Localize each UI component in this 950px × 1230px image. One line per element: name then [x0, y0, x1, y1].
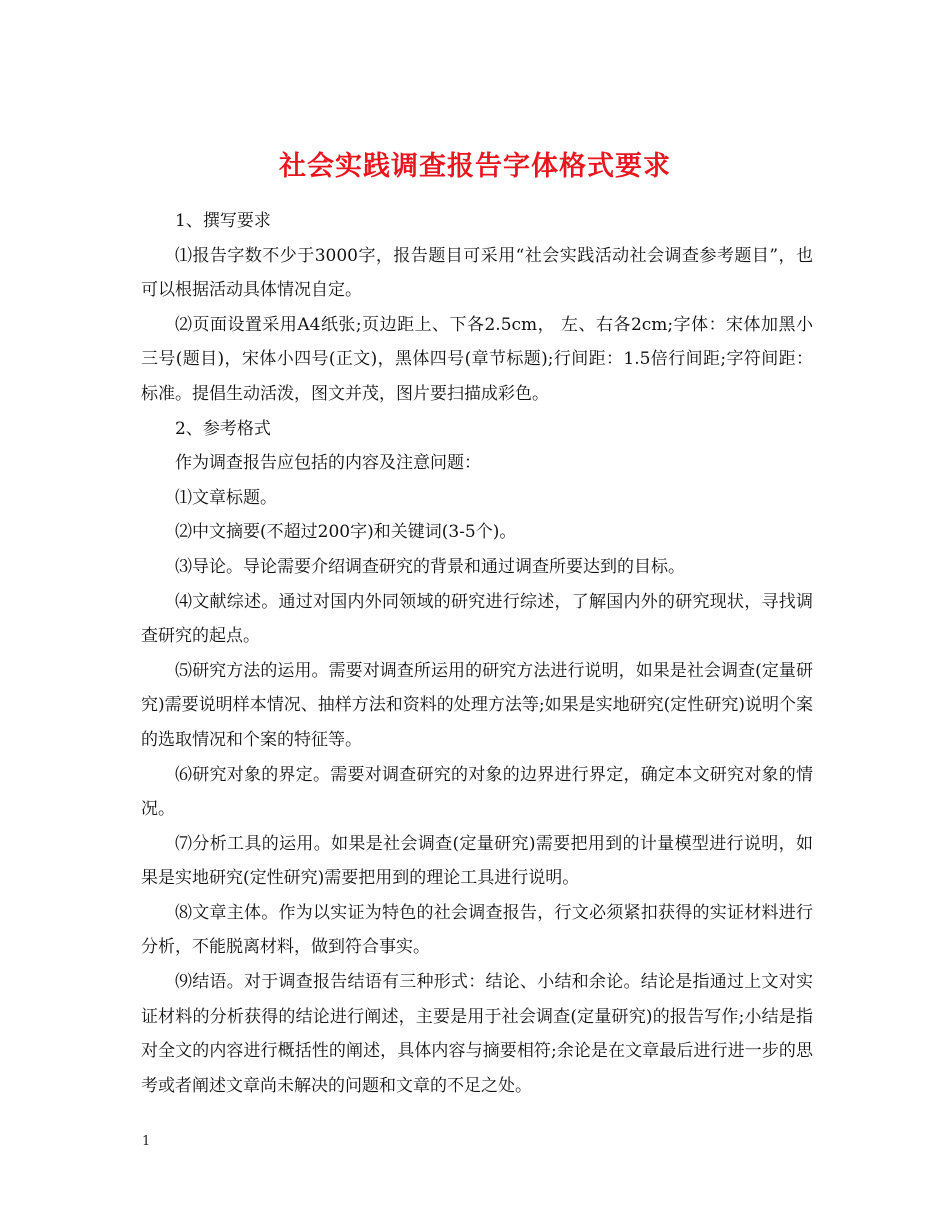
list-item-introduction: ⑶导论。导论需要介绍调查研究的背景和通过调查所要达到的目标。 [175, 556, 685, 577]
list-item-main-body: ⑻文章主体。作为以实证为特色的社会调查报告，行文必须紧扣获得的实证材料进行分析，不能脱离材料，做到符合事实。 [141, 902, 813, 958]
paragraph-word-count-requirement: ⑴报告字数不少于3000字，报告题目可采用“社会实践活动社会调查参考题目”，也可以根据活动具体情况自定。 [141, 245, 813, 301]
paragraph-page-setup-requirement: ⑵页面设置采用A4纸张;页边距上、下各2.5cm， 左、右各2cm;字体：宋体加黑小三号(题目)，宋体小四号(正文)，黑体四号(章节标题);行间距：1.5倍行间距;字符间距：标准。提倡生动活泼，图文并茂，图片要扫描成彩色。 [141, 314, 813, 404]
list-item-article-title: ⑴文章标题。 [175, 487, 277, 508]
page-number: 1 [142, 1134, 151, 1149]
list-item-analysis-tools: ⑺分析工具的运用。如果是社会调查(定量研究)需要把用到的计量模型进行说明，如果是实地研究(定性研究)需要把用到的理论工具进行说明。 [141, 833, 813, 889]
section-heading-reference-format: 2、参考格式 [175, 418, 271, 439]
list-item-conclusion: ⑼结语。对于调查报告结语有三种形式：结论、小结和余论。结论是指通过上文对实证材料的分析获得的结论进行阐述，主要是用于社会调查(定量研究)的报告写作;小结是指对全文的内容进行概括性的阐述，具体内容与摘要相符;余论是在文章最后进行进一步的思考或者阐述文章尚未解决的问题和文章的不足之处。 [141, 972, 813, 1096]
list-item-abstract-keywords: ⑵中文摘要(不超过200字)和关键词(3-5个)。 [175, 522, 517, 543]
list-item-research-object: ⑹研究对象的界定。需要对调查研究的对象的边界进行界定，确定本文研究对象的情况。 [141, 764, 813, 820]
section-heading-writing-requirements: 1、撰写要求 [175, 211, 271, 231]
list-item-research-methods: ⑸研究方法的运用。需要对调查所运用的研究方法进行说明，如果是社会调查(定量研究)需要说明样本情况、抽样方法和资料的处理方法等;如果是实地研究(定性研究)说明个案的选取情况和个案的特征等。 [141, 660, 813, 750]
document-title: 社会实践调查报告字体格式要求 [279, 151, 671, 183]
document-body [141, 204, 813, 1103]
paragraph-report-contents-intro: 作为调查报告应包括的内容及注意问题： [175, 453, 481, 474]
list-item-literature-review: ⑷文献综述。通过对国内外同领域的研究进行综述，了解国内外的研究现状，寻找调查研究的起点。 [141, 591, 813, 647]
